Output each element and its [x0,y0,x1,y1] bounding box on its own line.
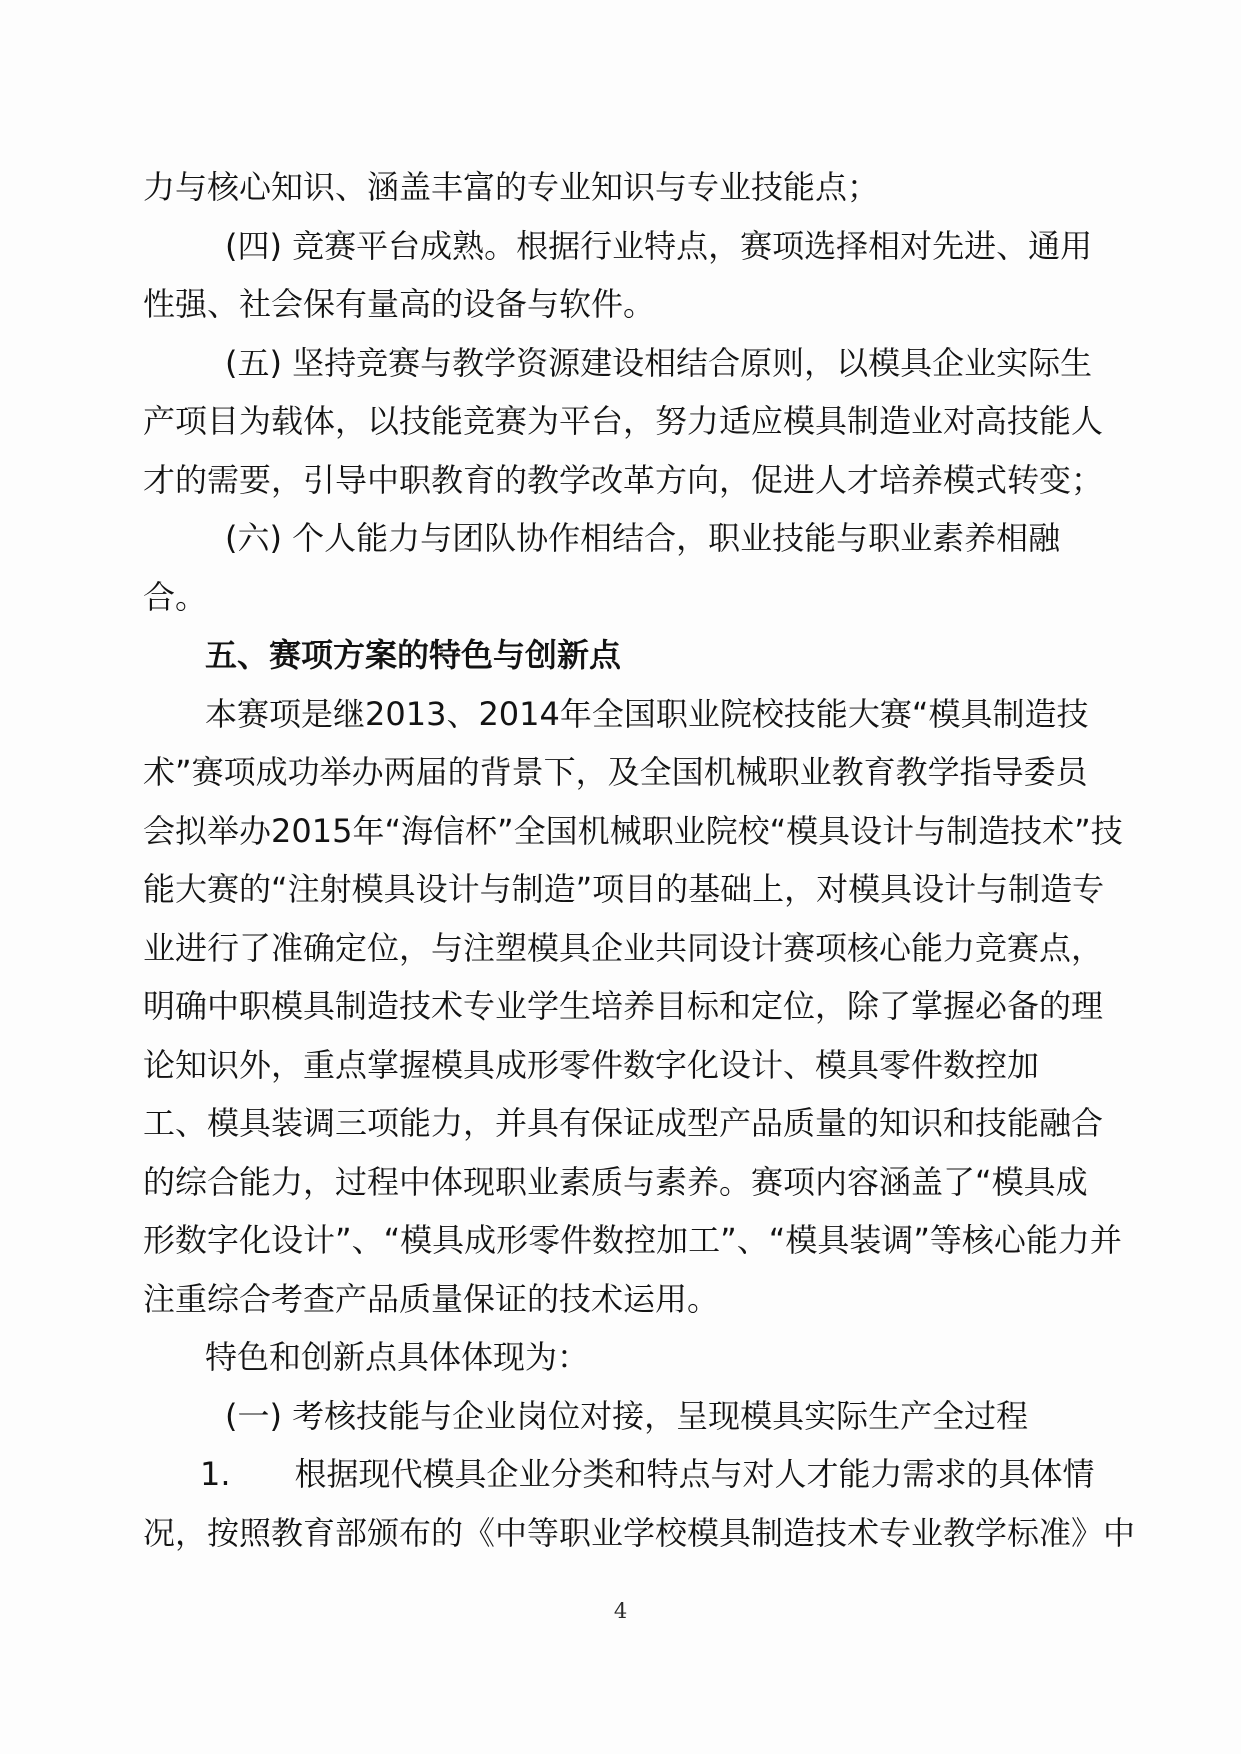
section-heading: 五、赛项方案的特色与创新点 [205,636,622,674]
text-line: 的综合能力，过程中体现职业素质与素养。赛项内容涵盖了“模具成 [143,1162,1088,1201]
text-line: 会拟举办2015年“海信杯”全国机械职业院校“模具设计与制造技术”技 [143,811,1123,850]
text-line: 性强、社会保有量高的设备与软件。 [143,285,656,323]
document-body [143,158,1136,1562]
text-line: 合。 [143,577,208,616]
text-line: 业进行了准确定位，与注塑模具企业共同设计赛项核心能力竞赛点， [143,928,1104,967]
text-line: 术”赛项成功举办两届的背景下，及全国机械职业教育教学指导委员 [143,753,1088,791]
text-line: 明确中职模具制造技术专业学生培养目标和定位，除了掌握必备的理 [143,987,1104,1025]
text-line: 形数字化设计”、“模具成形零件数控加工”、“模具装调”等核心能力并 [143,1221,1122,1259]
text-line: 注重综合考查产品质量保证的技术运用。 [143,1279,720,1318]
text-line: 才的需要，引导中职教育的教学改革方向，促进人才培养模式转变； [143,460,1104,499]
text-line: (一) 考核技能与企业岗位对接，呈现模具实际生产全过程 [225,1396,1029,1435]
text-line: 论知识外，重点掌握模具成形零件数字化设计、模具零件数控加 [143,1045,1040,1084]
page-number: 4 [613,1599,628,1623]
text-line: 1. 根据现代模具企业分类和特点与对人才能力需求的具体情 [200,1455,1095,1493]
text-line: 本赛项是继2013、2014年全国职业院校技能大赛“模具制造技 [205,694,1089,733]
text-line: 况，按照教育部颁布的《中等职业学校模具制造技术专业教学标准》中 [143,1513,1136,1552]
text-line: 工、模具装调三项能力，并具有保证成型产品质量的知识和技能融合 [143,1104,1104,1142]
text-line: 特色和创新点具体体现为： [205,1338,590,1376]
text-line: 产项目为载体，以技能竞赛为平台，努力适应模具制造业对高技能人 [143,402,1104,440]
text-line: 力与核心知识、涵盖丰富的专业知识与专业技能点； [143,168,880,206]
text-line: (四) 竞赛平台成熟。根据行业特点，赛项选择相对先进、通用 [225,226,1093,265]
text-line: (五) 坚持竞赛与教学资源建设相结合原则，以模具企业实际生 [225,343,1093,382]
text-line: 能大赛的“注射模具设计与制造”项目的基础上，对模具设计与制造专 [143,870,1105,908]
text-line: (六) 个人能力与团队协作相结合，职业技能与职业素养相融 [225,519,1061,557]
